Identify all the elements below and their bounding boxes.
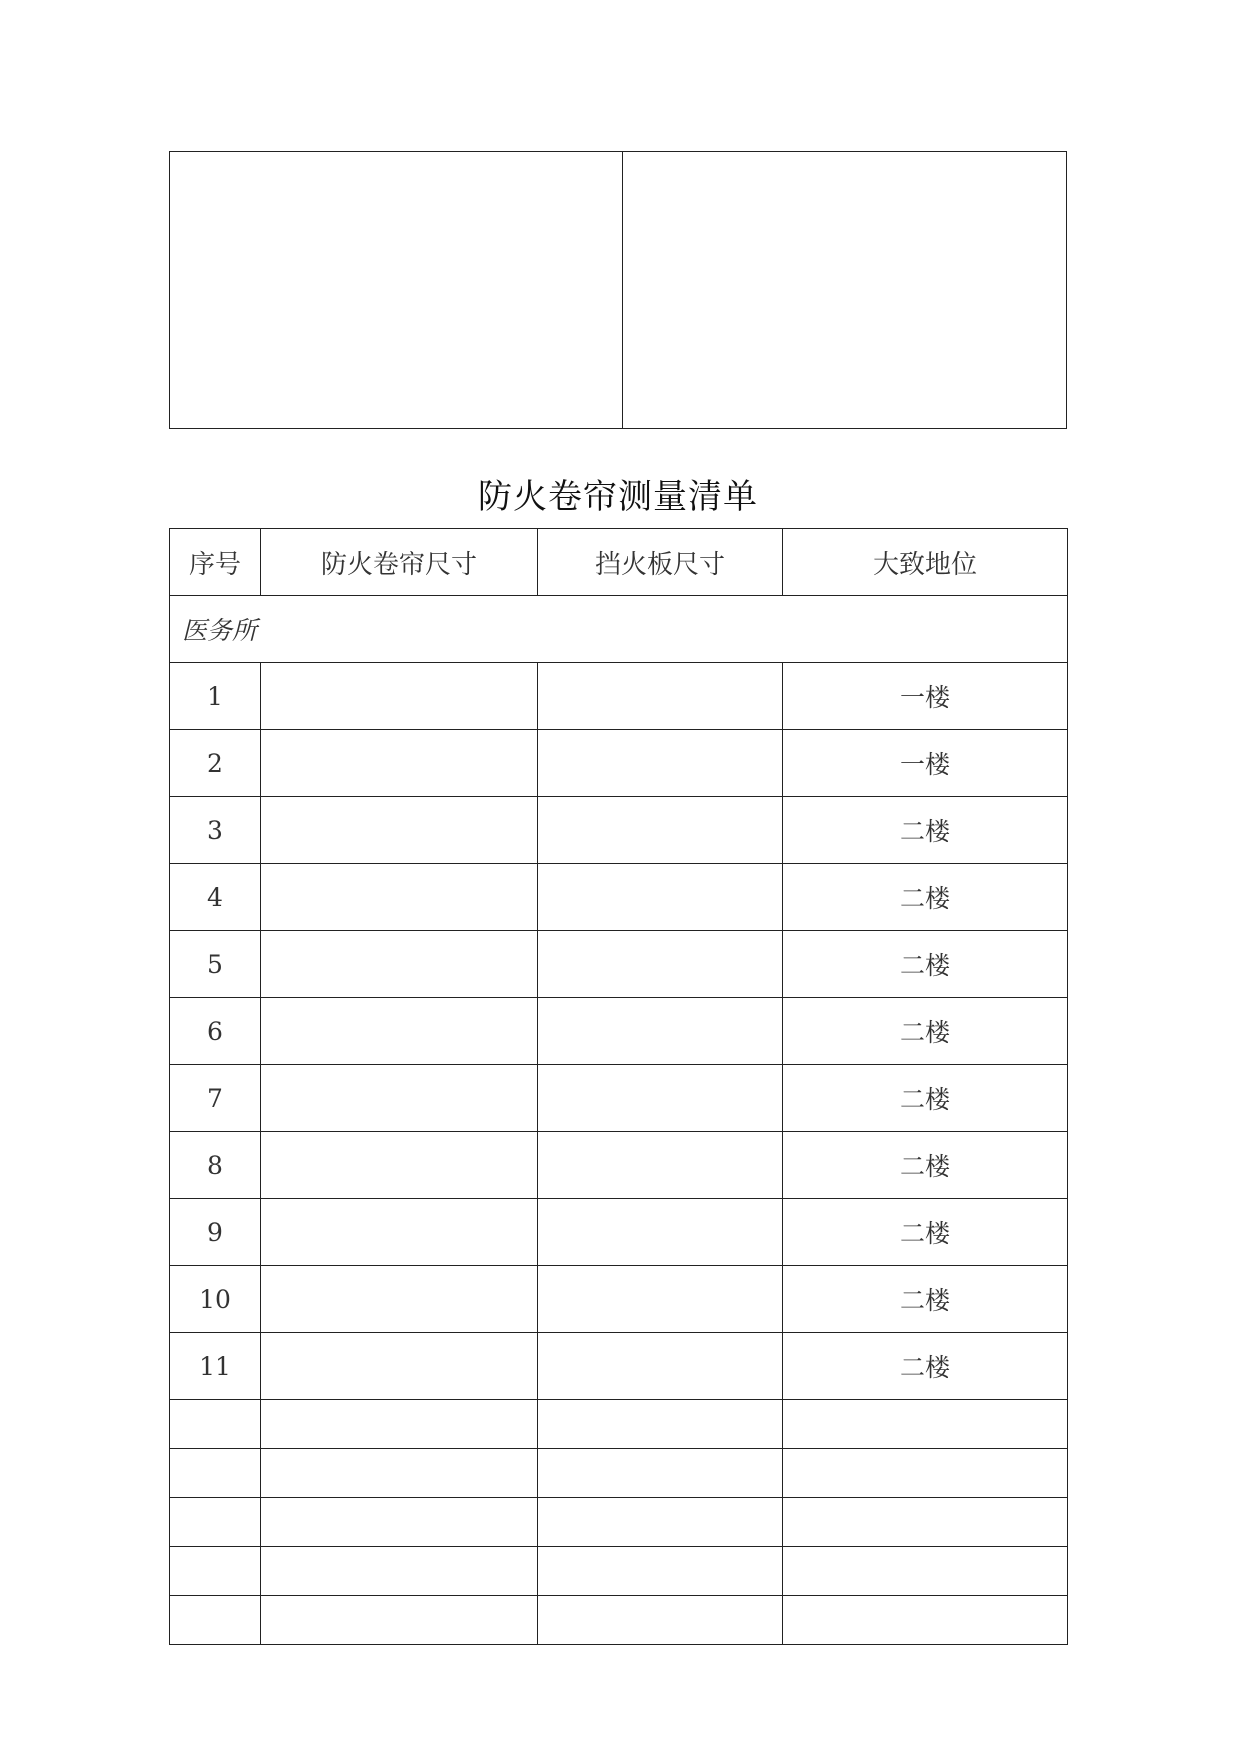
empty-cell (538, 1498, 783, 1547)
row-curtain-size (261, 797, 538, 864)
table-row (170, 864, 1068, 931)
empty-table-row (170, 1400, 1068, 1449)
row-location: 二楼 (783, 864, 1068, 931)
section-label: 医务所 (170, 596, 1068, 663)
row-location: 二楼 (783, 1132, 1068, 1199)
row-location: 二楼 (783, 797, 1068, 864)
document-title: 防火卷帘测量清单 (478, 477, 758, 517)
empty-cell (261, 1596, 538, 1645)
empty-table-row (170, 1596, 1068, 1645)
table-header-row (170, 529, 1068, 596)
row-location: 二楼 (783, 1266, 1068, 1333)
table-row (170, 1132, 1068, 1199)
row-baffle-size (538, 998, 783, 1065)
row-curtain-size (261, 730, 538, 797)
row-curtain-size (261, 1132, 538, 1199)
row-index: 6 (170, 998, 261, 1065)
table-row (170, 1333, 1068, 1400)
empty-cell (538, 1547, 783, 1596)
empty-cell (170, 1547, 261, 1596)
table-row (170, 1199, 1068, 1266)
empty-table-row (170, 1547, 1068, 1596)
section-row (170, 596, 1068, 663)
row-baffle-size (538, 663, 783, 730)
table-row (170, 1266, 1068, 1333)
row-baffle-size (538, 730, 783, 797)
empty-cell (170, 1400, 261, 1449)
row-index: 2 (170, 730, 261, 797)
table-row (170, 998, 1068, 1065)
row-index: 4 (170, 864, 261, 931)
empty-table-row (170, 1498, 1068, 1547)
empty-cell (261, 1498, 538, 1547)
row-baffle-size (538, 1333, 783, 1400)
table-row (170, 730, 1068, 797)
row-location: 一楼 (783, 730, 1068, 797)
row-location: 二楼 (783, 931, 1068, 998)
row-curtain-size (261, 864, 538, 931)
row-curtain-size (261, 1199, 538, 1266)
row-location: 二楼 (783, 1065, 1068, 1132)
empty-cell (170, 1498, 261, 1547)
row-baffle-size (538, 1132, 783, 1199)
empty-cell (538, 1400, 783, 1449)
empty-table-row (170, 1449, 1068, 1498)
row-baffle-size (538, 1266, 783, 1333)
row-index: 7 (170, 1065, 261, 1132)
table-row (170, 1065, 1068, 1132)
header-location: 大致地位 (783, 529, 1068, 596)
row-baffle-size (538, 931, 783, 998)
measurement-table (169, 528, 1068, 1645)
row-location: 二楼 (783, 1333, 1068, 1400)
row-index: 10 (170, 1266, 261, 1333)
header-curtain-size: 防火卷帘尺寸 (261, 529, 538, 596)
row-location: 一楼 (783, 663, 1068, 730)
header-index: 序号 (170, 529, 261, 596)
row-curtain-size (261, 998, 538, 1065)
table-row (170, 797, 1068, 864)
empty-cell (261, 1547, 538, 1596)
row-index: 3 (170, 797, 261, 864)
row-location: 二楼 (783, 998, 1068, 1065)
empty-cell (783, 1596, 1068, 1645)
row-curtain-size (261, 1065, 538, 1132)
row-baffle-size (538, 1065, 783, 1132)
empty-cell (538, 1596, 783, 1645)
empty-cell (261, 1449, 538, 1498)
row-index: 11 (170, 1333, 261, 1400)
row-baffle-size (538, 1199, 783, 1266)
table-row (170, 931, 1068, 998)
row-index: 8 (170, 1132, 261, 1199)
row-curtain-size (261, 931, 538, 998)
row-index: 1 (170, 663, 261, 730)
table-row (170, 663, 1068, 730)
row-curtain-size (261, 663, 538, 730)
empty-cell (170, 1449, 261, 1498)
row-index: 5 (170, 931, 261, 998)
row-index: 9 (170, 1199, 261, 1266)
row-curtain-size (261, 1266, 538, 1333)
empty-cell (261, 1400, 538, 1449)
empty-cell (783, 1547, 1068, 1596)
empty-cell (783, 1449, 1068, 1498)
row-location: 二楼 (783, 1199, 1068, 1266)
empty-cell (783, 1498, 1068, 1547)
empty-cell (170, 1596, 261, 1645)
top-box-right-cell (623, 152, 1066, 428)
header-baffle-size: 挡火板尺寸 (538, 529, 783, 596)
empty-cell (783, 1400, 1068, 1449)
empty-cell (538, 1449, 783, 1498)
row-baffle-size (538, 797, 783, 864)
top-signature-box (169, 151, 1067, 429)
row-baffle-size (538, 864, 783, 931)
top-box-left-cell (170, 152, 623, 428)
row-curtain-size (261, 1333, 538, 1400)
